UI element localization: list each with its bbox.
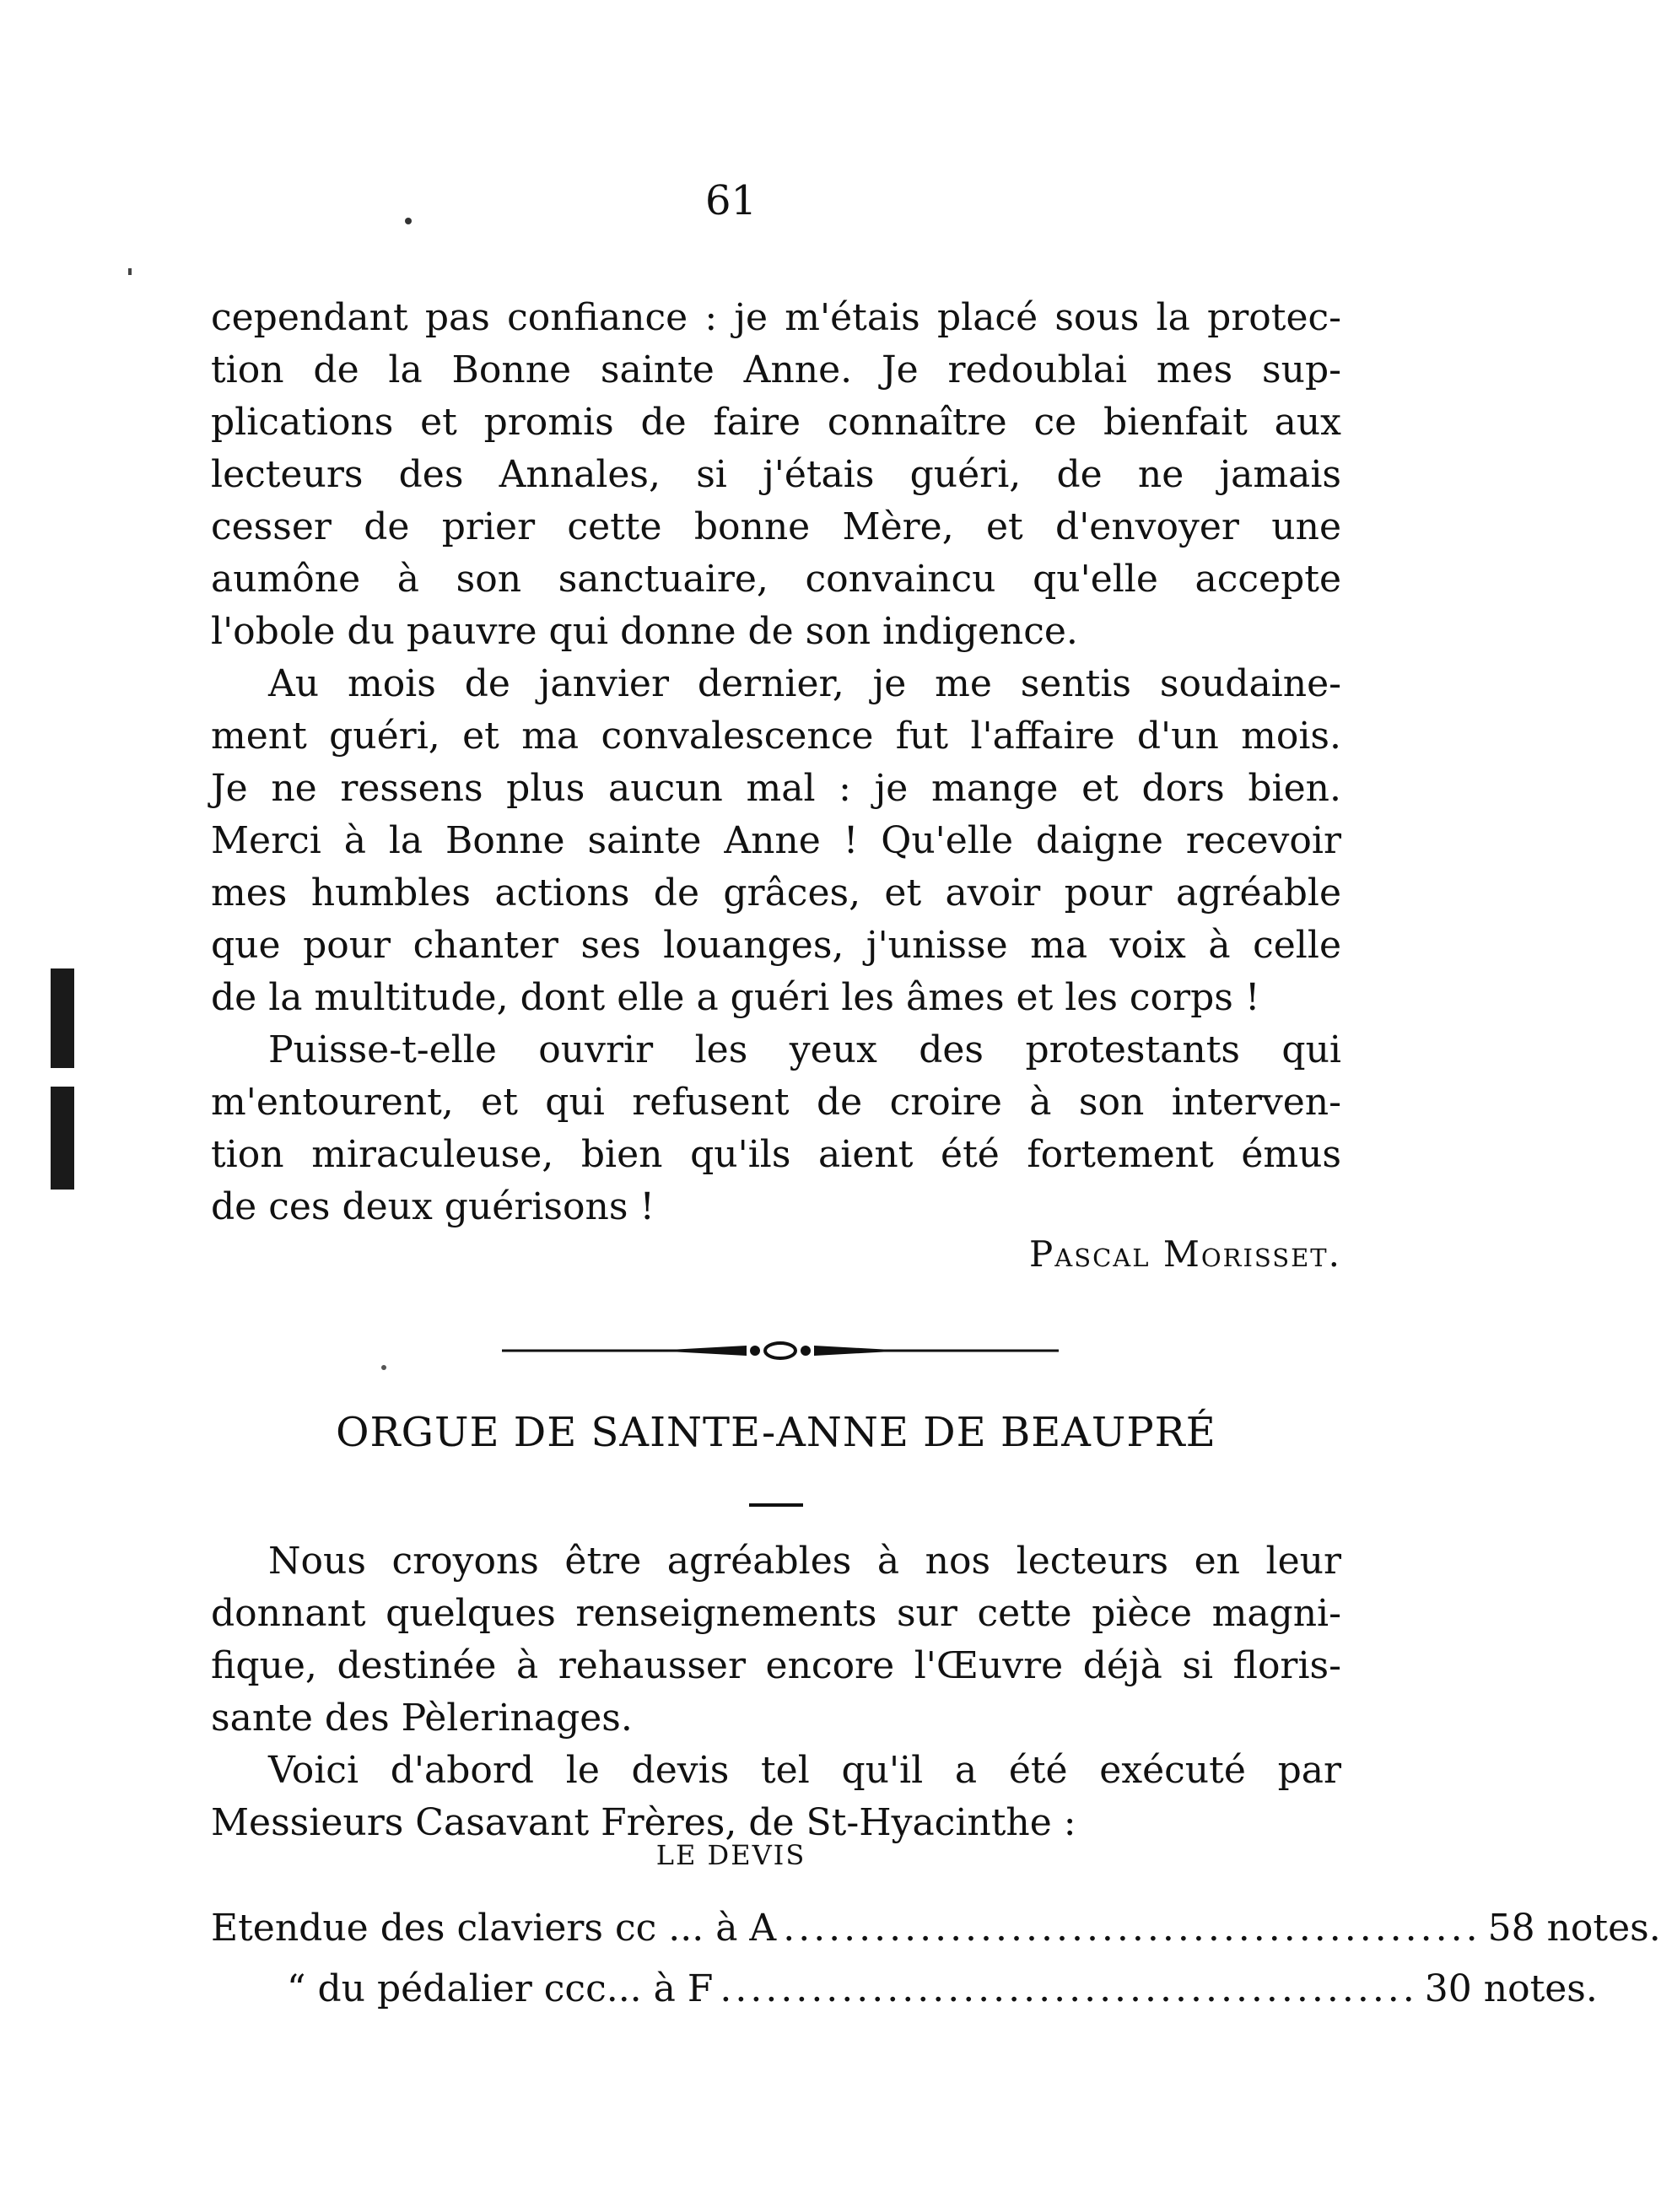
heading-rule [749, 1503, 803, 1507]
text-line: que pour chanter ses louanges, j'unisse ma voix à celle [211, 924, 1341, 967]
dot-leader: .............................................. [783, 1907, 1481, 1950]
text-line: Voici d'abord le devis tel qu'il a été exécuté par [268, 1749, 1341, 1792]
page-number: 61 [704, 177, 758, 224]
text-line: Je ne ressens plus aucun mal : je mange et dors bien. [211, 767, 1341, 810]
devis-value: 58 notes. [1487, 1907, 1661, 1950]
text-line: cesser de prier cette bonne Mère, et d'envoyer une [211, 505, 1341, 548]
print-speck [128, 268, 132, 275]
text-line: fique, destinée à rehausser encore l'Œuvre déjà si floris- [211, 1644, 1341, 1687]
text-line: tion de la Bonne sainte Anne. Je redoublai mes sup- [211, 348, 1341, 391]
section-title: ORGUE DE SAINTE-ANNE DE BEAUPRÉ [336, 1409, 1216, 1456]
text-line: Nous croyons être agréables à nos lecteurs en leur [268, 1540, 1341, 1583]
paragraph-3 [211, 1024, 1341, 1233]
text-line: Puisse-t-elle ouvrir les yeux des protestants qui [268, 1028, 1341, 1071]
devis-value: 30 notes. [1424, 1967, 1598, 2010]
text-line: de la multitude, dont elle a guéri les âmes et les corps ! [211, 976, 1260, 1019]
paragraph-4 [211, 1535, 1341, 1745]
text-line: lecteurs des Annales, si j'étais guéri, de ne jamais [211, 453, 1341, 496]
devis-row [211, 1967, 1598, 2028]
text-line: aumône à son sanctuaire, convaincu qu'elle accepte [211, 558, 1341, 601]
devis-table [211, 1907, 1661, 2028]
text-line: sante des Pèlerinages. [211, 1697, 633, 1740]
devis-label: Etendue des claviers cc ... à A [211, 1907, 777, 1950]
text-line: Messieurs Casavant Frères, de St-Hyacinthe : [211, 1801, 1076, 1844]
signature: Pascal Morisset. [1029, 1233, 1341, 1275]
paragraph-5 [211, 1745, 1341, 1849]
margin-binding-mark [51, 1087, 74, 1190]
paragraph-1 [211, 292, 1341, 658]
devis-row [211, 1907, 1661, 1967]
text-line: ment guéri, et ma convalescence fut l'affaire d'un mois. [211, 715, 1341, 758]
text-line: donnant quelques renseignements sur cette pièce magni- [211, 1592, 1341, 1635]
text-line: tion miraculeuse, bien qu'ils aient été fortement émus [211, 1133, 1341, 1176]
print-speck [381, 1365, 386, 1370]
devis-title: LE DEVIS [655, 1839, 806, 1871]
dot-leader: .............................................. [720, 1967, 1418, 2010]
text-line: Au mois de janvier dernier, je me sentis soudaine- [268, 662, 1341, 705]
paragraph-2 [211, 658, 1341, 1024]
ornament-divider-icon [502, 1338, 1059, 1363]
margin-binding-mark [51, 968, 74, 1068]
text-line: l'obole du pauvre qui donne de son indigence. [211, 610, 1078, 653]
text-line: m'entourent, et qui refusent de croire à son interven- [211, 1081, 1341, 1124]
devis-label: “ du pédalier ccc... à F [287, 1967, 714, 2010]
text-line: Merci à la Bonne sainte Anne ! Qu'elle daigne recevoir [211, 819, 1341, 862]
text-line: mes humbles actions de grâces, et avoir pour agréable [211, 871, 1341, 914]
text-line: plications et promis de faire connaître ce bienfait aux [211, 401, 1341, 444]
text-line: cependant pas confiance : je m'étais placé sous la protec- [211, 296, 1341, 339]
text-line: de ces deux guérisons ! [211, 1185, 655, 1228]
